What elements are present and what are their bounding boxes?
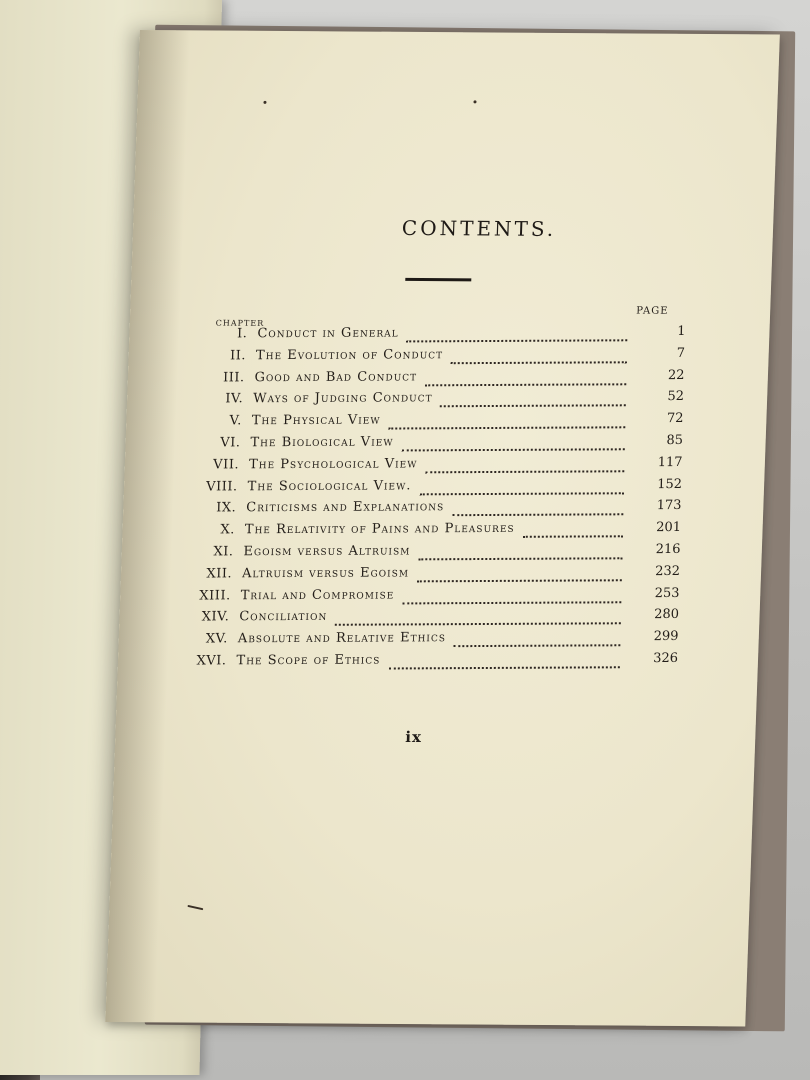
toc-row (194, 473, 695, 497)
chapter-numeral: XII. (206, 566, 233, 582)
dot-leader (417, 567, 622, 582)
chapter-page-number: 1 (677, 323, 686, 340)
toc-row (195, 430, 696, 454)
chapter-title: Criticisms and Explanations (246, 499, 445, 516)
chapter-title: Ways of Judging Conduct (253, 390, 433, 407)
dot-leader (453, 632, 620, 647)
chapter-numeral: V. (229, 413, 243, 429)
chapter-page-number: 85 (666, 432, 684, 449)
chapter-numeral: III. (222, 369, 245, 385)
chapter-title: Trial and Compromise (240, 587, 395, 603)
chapter-page-number: 72 (666, 411, 684, 427)
toc-row (197, 318, 698, 345)
chapter-numeral: XV. (205, 631, 229, 647)
page-folio: ix (405, 728, 423, 747)
dot-leader (440, 393, 626, 408)
chapter-numeral: XVI. (196, 653, 227, 669)
chapter-page-number: 22 (667, 367, 685, 383)
dot-leader (418, 545, 622, 560)
chapter-numeral: VII. (213, 457, 240, 473)
dot-leader (523, 523, 623, 538)
chapter-page-number: 299 (653, 629, 679, 645)
dot-leader (335, 611, 621, 626)
heading-rule (405, 278, 471, 281)
toc-row (196, 365, 697, 389)
paper-speck (187, 905, 203, 910)
page-column-label: PAGE (636, 305, 669, 317)
chapter-title: The Relativity of Pains and Pleasures (244, 521, 515, 538)
chapter-title: The Evolution of Conduct (255, 347, 444, 364)
chapter-numeral: XI. (213, 544, 234, 560)
chapter-column-label: CHAPTER (215, 318, 265, 328)
dot-leader (420, 480, 624, 495)
chapter-page-number: 173 (656, 498, 682, 514)
toc-row (195, 408, 696, 432)
toc-row (192, 539, 693, 563)
chapter-page-number: 117 (657, 454, 683, 470)
dot-leader (425, 458, 624, 473)
chapter-numeral: IX. (216, 500, 237, 516)
toc-row (194, 452, 695, 476)
chapter-title: Altruism versus Egoism (241, 565, 410, 582)
chapter-page-number: 7 (676, 345, 686, 361)
toc-row (191, 604, 692, 628)
chapter-page-number: 216 (655, 541, 681, 558)
toc-row (192, 561, 693, 585)
chapter-numeral: XIV. (201, 609, 230, 625)
chapter-title: The Psychological View (248, 456, 418, 473)
paper-speck (263, 101, 266, 104)
chapter-numeral: IV. (225, 391, 244, 407)
chapter-page-number: 232 (655, 563, 681, 579)
dot-leader (406, 327, 627, 342)
toc-row (190, 626, 691, 650)
chapter-numeral: I. (236, 326, 248, 342)
contents-page (105, 30, 779, 1026)
chapter-page-number: 52 (667, 389, 685, 405)
chapter-title: The Physical View (251, 412, 381, 429)
chapter-numeral: XIII. (199, 587, 231, 604)
toc-row (191, 582, 692, 606)
toc-row (190, 648, 691, 672)
table-of-contents (190, 318, 698, 672)
chapter-title: The Sociological View. (247, 477, 412, 494)
toc-row (193, 495, 694, 519)
dot-leader (402, 589, 621, 604)
chapter-title: Good and Bad Conduct (254, 368, 418, 385)
chapter-page-number: 201 (656, 520, 682, 536)
chapter-title: Conciliation (239, 609, 328, 625)
toc-row (193, 517, 694, 541)
chapter-page-number: 152 (657, 476, 683, 492)
chapter-numeral: X. (220, 522, 236, 538)
chapter-title: The Biological View (250, 434, 394, 451)
chapter-numeral: VIII. (206, 478, 238, 495)
chapter-title: The Scope of Ethics (236, 652, 381, 669)
chapter-page-number: 326 (653, 650, 679, 667)
dot-leader (402, 436, 625, 451)
chapter-title: Egoism versus Altruism (243, 543, 411, 560)
chapter-numeral: II. (229, 348, 247, 364)
dot-leader (388, 414, 625, 429)
dot-leader (389, 654, 620, 669)
chapter-numeral: VI. (220, 435, 241, 451)
chapter-title: Absolute and Relative Ethics (237, 630, 447, 647)
contents-heading: CONTENTS. (401, 215, 557, 241)
toc-row (197, 343, 698, 367)
dot-leader (451, 349, 627, 364)
dot-leader (452, 502, 623, 517)
chapter-page-number: 253 (654, 585, 680, 601)
paper-speck (473, 100, 476, 103)
chapter-page-number: 280 (654, 607, 680, 623)
chapter-title: Conduct in General (257, 325, 399, 342)
dot-leader (425, 371, 626, 386)
toc-row (196, 386, 697, 410)
